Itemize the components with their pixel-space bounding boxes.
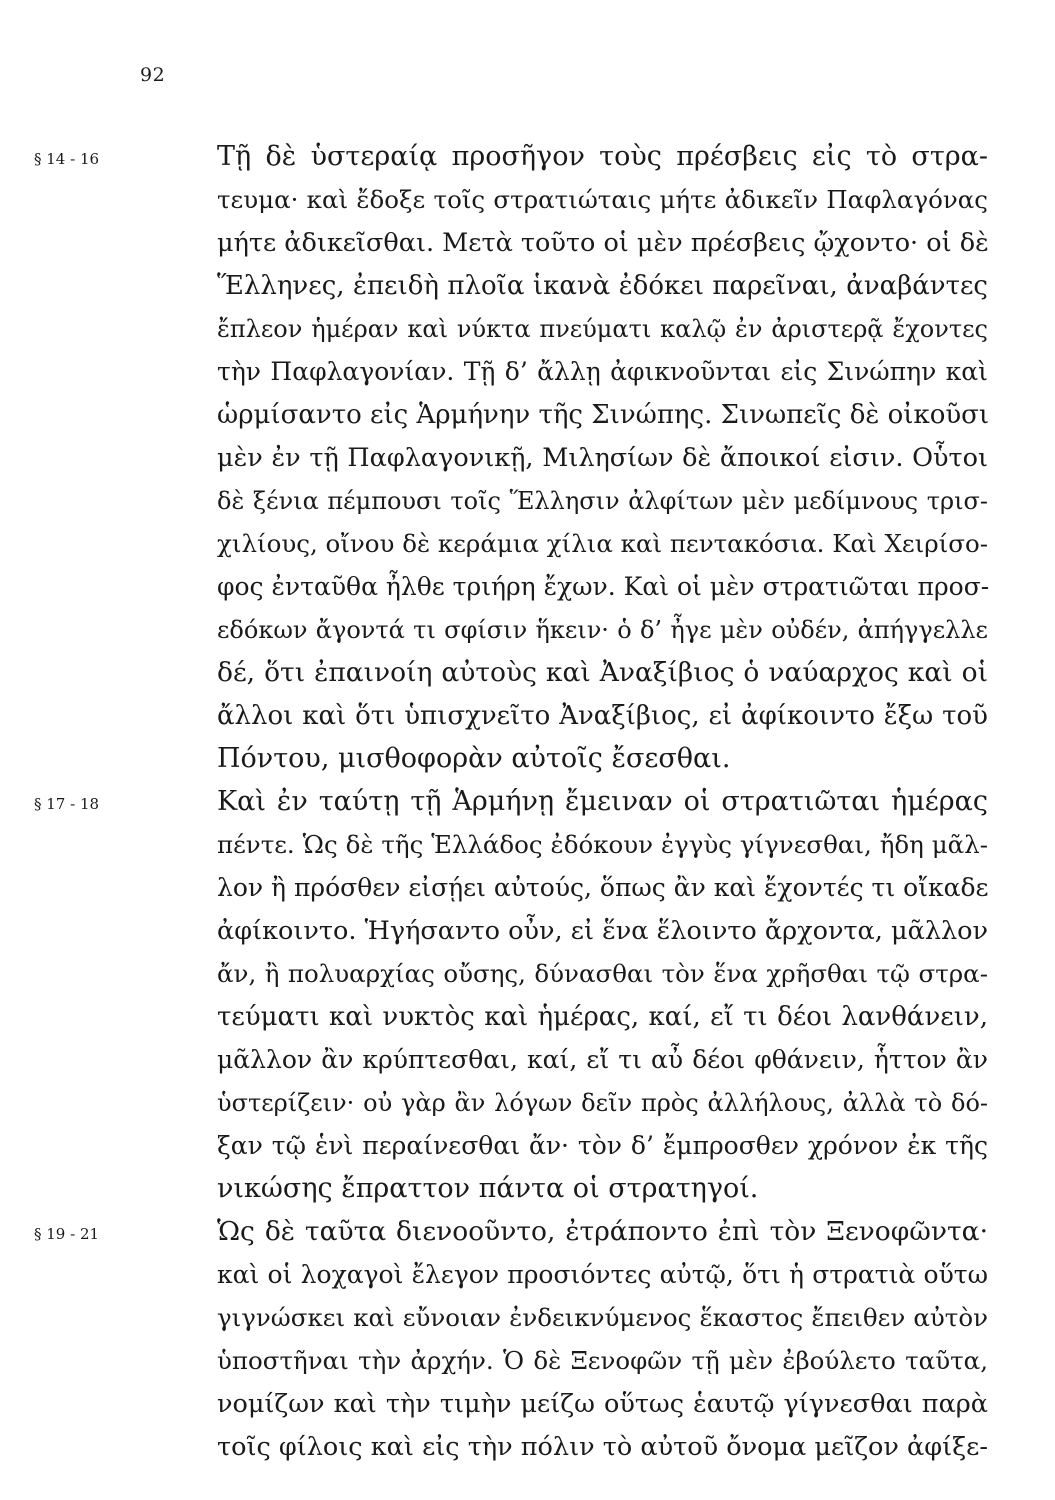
text-line: χιλίους, οἴνου δὲ κεράμια χίλια καὶ πεντακόσια. Καὶ Χειρίσο- [217, 529, 988, 558]
text-line: ἀφίκοιντο. Ἡγήσαντο οὖν, εἰ ἕνα ἕλοιντο ἄρχοντα, μᾶλλον [217, 916, 988, 946]
section-ref: § 19 - 21 [34, 1225, 100, 1243]
text-line: δέ, ὅτι ἐπαινοίη αὐτοὺς καὶ Ἀναξίβιος ὁ ναύαρχος καὶ οἱ [217, 657, 988, 688]
text-line: τὴν Παφλαγονίαν. Τῇ δ’ ἄλλῃ ἀφικνοῦνται εἰς Σινώπην καὶ [217, 357, 988, 386]
text-line: ὑστερίζειν· οὐ γὰρ ἂν λόγων δεῖν πρὸς ἀλλήλους, ἀλλὰ τὸ δό- [217, 1089, 988, 1117]
text-line: Ὡς δὲ ταῦτα διενοοῦντο, ἐτράποντο ἐπὶ τὸν Ξενοφῶντα· [217, 1216, 988, 1247]
text-line: μὲν ἐν τῇ Παφλαγονικῇ, Μιλησίων δὲ ἄποικοί εἰσιν. Οὗτοι [217, 443, 988, 473]
text-line: ἄλλοι καὶ ὅτι ὑπισχνεῖτο Ἀναξίβιος, εἰ ἀφίκοιντο ἔξω τοῦ [217, 701, 988, 731]
text-line: τεύματι καὶ νυκτὸς καὶ ἡμέρας, καί, εἴ τι δέοι λανθάνειν, [217, 1002, 988, 1032]
text-line: γιγνώσκει καὶ εὔνοιαν ἐνδεικνύμενος ἕκαστος ἔπειθεν αὐτὸν [217, 1303, 988, 1332]
section-ref: § 14 - 16 [34, 150, 100, 168]
text-line: φος ἐνταῦθα ἦλθε τριήρη ἔχων. Καὶ οἱ μὲν στρατιῶται προσ- [217, 572, 990, 601]
text-line: τευμα· καὶ ἔδοξε τοῖς στρατιώταις μήτε ἀδικεῖν Παφλαγόνας [217, 185, 988, 214]
text-line: νομίζων καὶ τὴν τιμὴν μείζω οὕτως ἑαυτῷ γίγνεσθαι παρὰ [217, 1389, 988, 1419]
page-number: 92 [140, 64, 166, 86]
text-line: ἄν, ἢ πολυαρχίας οὔσης, δύνασθαι τὸν ἕνα χρῆσθαι τῷ στρα- [217, 959, 988, 988]
text-line: Τῇ δὲ ὑστεραίᾳ προσῆγον τοὺς πρέσβεις εἰς τὸ στρα- [217, 141, 988, 172]
text-line: εδόκων ἄγοντά τι σφίσιν ἥκειν· ὁ δ’ ἦγε μὲν οὐδέν, ἀπήγγελλε [217, 616, 988, 644]
text-line: δὲ ξένια πέμπουσι τοῖς Ἕλλησιν ἀλφίτων μὲν μεδίμνους τρισ- [217, 487, 988, 515]
section-ref: § 17 - 18 [34, 795, 100, 813]
text-line: ὑποστῆναι τὴν ἀρχήν. Ὁ δὲ Ξενοφῶν τῇ μὲν ἐβούλετο ταῦτα, [217, 1346, 988, 1375]
text-line: ἔπλεον ἡμέραν καὶ νύκτα πνεύματι καλῷ ἐν ἀριστερᾷ ἔχοντες [217, 315, 988, 343]
text-line: ξαν τῷ ἑνὶ περαίνεσθαι ἄν· τὸν δ’ ἔμπροσθεν χρόνον ἐκ τῆς [217, 1131, 988, 1160]
text-line: Πόντου, μισθοφορὰν αὐτοῖς ἔσεσθαι. [217, 743, 731, 774]
text-line: Ἕλληνες, ἐπειδὴ πλοῖα ἱκανὰ ἐδόκει παρεῖναι, ἀναβάντες [217, 271, 988, 301]
text-line: Καὶ ἐν ταύτῃ τῇ Ἁρμήνῃ ἔμειναν οἱ στρατιῶται ἡμέρας [217, 786, 988, 817]
text-line: ὡρμίσαντο εἰς Ἁρμήνην τῆς Σινώπης. Σινωπεῖς δὲ οἰκοῦσι [217, 400, 990, 430]
text-line: μᾶλλον ἂν κρύπτεσθαι, καί, εἴ τι αὖ δέοι φθάνειν, ἧττον ἂν [217, 1045, 988, 1074]
text-line: μήτε ἀδικεῖσθαι. Μετὰ τοῦτο οἱ μὲν πρέσβεις ᾤχοντο· οἱ δὲ [217, 228, 989, 258]
text-line: πέντε. Ὡς δὲ τῆς Ἑλλάδος ἐδόκουν ἐγγὺς γίγνεσθαι, ἤδη μᾶλ- [217, 830, 988, 859]
text-line: νικώσης ἔπραττον πάντα οἱ στρατηγοί. [217, 1173, 759, 1204]
text-line: τοῖς φίλοις καὶ εἰς τὴν πόλιν τὸ αὐτοῦ ὄνομα μεῖζον ἀφίξε- [217, 1432, 988, 1462]
text-line: καὶ οἱ λοχαγοὶ ἔλεγον προσιόντες αὐτῷ, ὅτι ἡ στρατιὰ οὕτω [217, 1260, 988, 1289]
text-line: λον ἢ πρόσθεν εἰσῄει αὐτούς, ὅπως ἂν καὶ ἔχοντές τι οἴκαδε [217, 873, 989, 902]
